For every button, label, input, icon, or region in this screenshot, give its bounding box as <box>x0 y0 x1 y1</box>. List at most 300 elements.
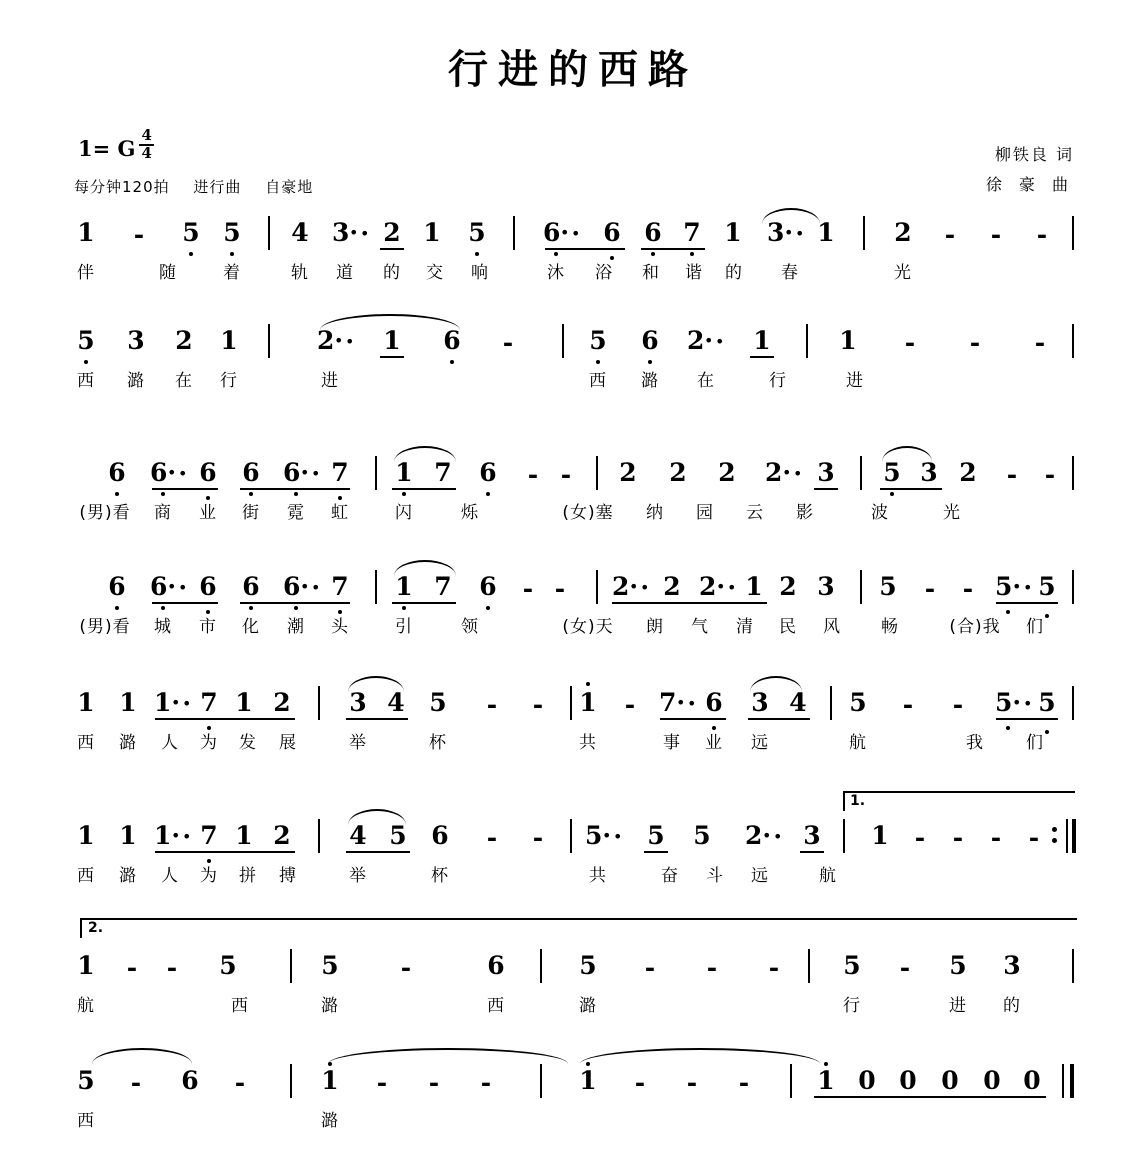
beam <box>392 488 456 490</box>
note: 2· · <box>612 574 638 599</box>
lyric: 园 <box>696 503 714 523</box>
note-row <box>0 320 1146 366</box>
barline <box>1072 949 1074 983</box>
note: 4 <box>387 688 405 717</box>
note: 0 <box>858 1066 876 1095</box>
barline <box>375 570 377 604</box>
lyric: 市 <box>199 617 217 637</box>
octave-dot <box>294 492 298 496</box>
note: 4 <box>349 821 367 850</box>
lyric: 头 <box>331 617 349 637</box>
lyric: 波 <box>871 503 889 523</box>
barline <box>1072 456 1074 490</box>
note-dash: - <box>130 1068 142 1097</box>
barline <box>513 216 515 250</box>
note: 4 <box>291 218 309 247</box>
lyric: 西 <box>231 996 249 1016</box>
note: 6· · <box>283 574 309 599</box>
note-row <box>0 452 1146 498</box>
note-dash: - <box>560 460 572 489</box>
octave-dot <box>651 252 655 256</box>
lyric: 光 <box>943 503 961 523</box>
note-dash: - <box>480 1068 492 1097</box>
note-dash: - <box>400 953 412 982</box>
lyric: 进 <box>846 371 864 391</box>
lyric: 的 <box>1003 996 1021 1016</box>
lyric: 气 <box>691 617 709 637</box>
barline <box>570 819 572 853</box>
lyric: 西 <box>77 733 95 753</box>
note: 2 <box>663 572 681 601</box>
lyric: 交 <box>426 263 444 283</box>
note: 6 <box>431 821 449 850</box>
note-dash: - <box>1028 823 1040 852</box>
lyric: 潞 <box>641 371 659 391</box>
note: 6 <box>479 572 497 601</box>
lyric: 拼 <box>239 866 257 886</box>
barline <box>1072 570 1074 604</box>
lyric: 云 <box>746 503 764 523</box>
key-signature-text: 1= G <box>78 136 136 162</box>
note-dash: - <box>952 690 964 719</box>
note: 5 <box>321 951 339 980</box>
music-system-1 <box>0 212 1146 308</box>
page-title: 行进的西路 <box>448 46 698 93</box>
tempo-bpm: 每分钟120拍 <box>74 178 170 196</box>
barline <box>806 324 808 358</box>
note: 3 <box>817 458 835 487</box>
barline <box>830 686 832 720</box>
lyric-row <box>0 612 1146 646</box>
note: 2· · <box>687 328 713 353</box>
time-signature-denominator: 4 <box>141 143 152 162</box>
note-dash: - <box>234 1068 246 1097</box>
lyric: 西 <box>487 996 505 1016</box>
music-system-7 <box>0 920 1146 1041</box>
note: 5 <box>843 951 861 980</box>
tie <box>580 1048 820 1064</box>
note-dash: - <box>486 823 498 852</box>
octave-dot <box>648 360 652 364</box>
note-row <box>0 566 1146 612</box>
note: 6 <box>242 458 260 487</box>
lyric: 影 <box>796 503 814 523</box>
note: 2 <box>619 458 637 487</box>
beam <box>155 851 295 853</box>
note: 2 <box>779 572 797 601</box>
note-dash: - <box>502 328 514 357</box>
beam <box>392 602 456 604</box>
note-dash: - <box>527 460 539 489</box>
note-dash: - <box>969 328 981 357</box>
barline <box>268 216 270 250</box>
note-row <box>0 682 1146 728</box>
barline <box>596 570 598 604</box>
lyric: 业 <box>199 503 217 523</box>
note: 7 <box>434 458 452 487</box>
note: 2 <box>669 458 687 487</box>
note: 5 <box>429 688 447 717</box>
beam <box>380 248 404 250</box>
note: 1 <box>395 572 413 601</box>
beam <box>748 718 810 720</box>
note-dash: - <box>899 953 911 982</box>
beam <box>155 718 295 720</box>
note-dash: - <box>644 953 656 982</box>
lyric: 远 <box>751 733 769 753</box>
time-signature <box>139 128 153 162</box>
note: 2 <box>959 458 977 487</box>
octave-dot <box>890 492 894 496</box>
note: 6· · <box>150 460 176 485</box>
octave-dot <box>450 360 454 364</box>
second-ending-label: 2. <box>88 920 104 936</box>
lyric: 远 <box>751 866 769 886</box>
note-dash: - <box>990 220 1002 249</box>
note: 3 <box>349 688 367 717</box>
note: 2 <box>718 458 736 487</box>
note-dash: - <box>1034 328 1046 357</box>
note: 5· · <box>995 690 1021 715</box>
note: 6 <box>108 572 126 601</box>
octave-dot <box>249 606 253 610</box>
lyric: (女)塞 <box>562 503 614 523</box>
lyric: 人 <box>161 866 179 886</box>
note: 6 <box>181 1066 199 1095</box>
lyric: 的 <box>725 263 743 283</box>
note: 5 <box>182 218 200 247</box>
beam <box>641 248 705 250</box>
note: 7· · <box>659 690 685 715</box>
octave-dot <box>84 360 88 364</box>
lyric: 杯 <box>431 866 449 886</box>
beam <box>996 718 1058 720</box>
note: 6 <box>443 326 461 355</box>
barline <box>290 949 292 983</box>
note: 7 <box>331 458 349 487</box>
lyric: 进 <box>321 371 339 391</box>
music-system-6 <box>0 793 1146 911</box>
note: 2 <box>273 821 291 850</box>
lyric: 春 <box>781 263 799 283</box>
octave-dot <box>475 252 479 256</box>
note: 1 <box>817 218 835 247</box>
note-dash: - <box>1044 460 1056 489</box>
lyric: 西 <box>77 866 95 886</box>
music-system-4 <box>0 566 1146 662</box>
note: 7 <box>331 572 349 601</box>
octave-dot <box>230 252 234 256</box>
lyric-row <box>0 861 1146 895</box>
lyric-row <box>0 1106 1146 1140</box>
note-dash: - <box>738 1068 750 1097</box>
barline <box>570 686 572 720</box>
lyric: 沐 <box>547 263 565 283</box>
octave-dot <box>161 492 165 496</box>
music-system-5 <box>0 682 1146 778</box>
note: 6 <box>641 326 659 355</box>
lyric: 虹 <box>331 503 349 523</box>
lyric: 举 <box>349 733 367 753</box>
first-ending-label: 1. <box>850 793 866 809</box>
note: 5 <box>468 218 486 247</box>
credits <box>986 140 1074 200</box>
barline <box>860 570 862 604</box>
beam <box>750 356 774 358</box>
note: 6 <box>487 951 505 980</box>
note-dash: - <box>126 953 138 982</box>
note: 5 <box>219 951 237 980</box>
barline <box>843 819 845 853</box>
lyric: 伴 <box>77 263 95 283</box>
lyric: 们 <box>1026 733 1044 753</box>
note-dash: - <box>952 823 964 852</box>
note-dash: - <box>686 1068 698 1097</box>
lyric: 街 <box>242 503 260 523</box>
lyric: 畅 <box>881 617 899 637</box>
note-dash: - <box>768 953 780 982</box>
note: 1 <box>839 326 857 355</box>
final-barline <box>1072 819 1076 853</box>
note: 3 <box>920 458 938 487</box>
note: 3 <box>751 688 769 717</box>
lyric: (男)看 <box>79 617 131 637</box>
note: 1 <box>395 458 413 487</box>
note: 1 <box>235 821 253 850</box>
note: 1 <box>235 688 253 717</box>
time-signature-numerator: 4 <box>141 126 152 144</box>
lyric: 搏 <box>279 866 297 886</box>
note: 1 <box>871 821 889 850</box>
note: 3 <box>817 572 835 601</box>
lyric: 烁 <box>461 503 479 523</box>
note: 1 <box>724 218 742 247</box>
note-row <box>0 212 1146 258</box>
note: 2 <box>894 218 912 247</box>
note-dash: - <box>1006 460 1018 489</box>
lyric: 行 <box>769 371 787 391</box>
barline <box>540 949 542 983</box>
note: 2· · <box>699 574 725 599</box>
first-ending-bracket <box>843 791 1075 811</box>
note: 5 <box>849 688 867 717</box>
barline <box>1072 324 1074 358</box>
note-dash: - <box>133 220 145 249</box>
lyric: (合)我 <box>949 617 1001 637</box>
barline <box>596 456 598 490</box>
note: 3· · <box>767 220 793 245</box>
note: 1 <box>745 572 763 601</box>
note: 7 <box>434 572 452 601</box>
beam <box>612 602 767 604</box>
composer: 徐 豪 曲 <box>985 175 1074 194</box>
note: 6 <box>199 458 217 487</box>
lyric: 轨 <box>291 263 309 283</box>
note: 3· · <box>332 220 358 245</box>
lyric-row <box>0 991 1146 1025</box>
beam <box>346 718 408 720</box>
note: 2· · <box>745 823 771 848</box>
note: 2 <box>273 688 291 717</box>
lyric: 斗 <box>706 866 724 886</box>
lyric: (女)天 <box>562 617 614 637</box>
beam <box>660 718 726 720</box>
lyric: 潞 <box>119 733 137 753</box>
note: 1 <box>579 1066 597 1095</box>
beam <box>240 602 350 604</box>
note: 4 <box>789 688 807 717</box>
note: 5 <box>389 821 407 850</box>
note: 1 <box>321 1066 339 1095</box>
note: 5 <box>883 458 901 487</box>
lyric: 展 <box>279 733 297 753</box>
lyric: 航 <box>849 733 867 753</box>
lyric: 进 <box>949 996 967 1016</box>
note: 5 <box>1038 688 1056 717</box>
note-dash: - <box>532 823 544 852</box>
lyric-row <box>0 366 1146 400</box>
octave-dot <box>402 606 406 610</box>
note: 2 <box>175 326 193 355</box>
octave-dot <box>189 252 193 256</box>
note: 6 <box>603 218 621 247</box>
octave-dot <box>824 1062 828 1066</box>
note-dash: - <box>962 574 974 603</box>
lyric-row <box>0 258 1146 292</box>
tie <box>92 1048 192 1064</box>
lyric: 引 <box>395 617 413 637</box>
lyric: 西 <box>77 371 95 391</box>
octave-dot <box>554 252 558 256</box>
lyric: 我 <box>966 733 984 753</box>
beam <box>240 488 350 490</box>
note: 6 <box>108 458 126 487</box>
note-dash: - <box>706 953 718 982</box>
note: 7 <box>683 218 701 247</box>
note: 1· · <box>154 823 180 848</box>
lyric: 商 <box>154 503 172 523</box>
note-dash: - <box>924 574 936 603</box>
note: 1 <box>77 821 95 850</box>
barline <box>318 686 320 720</box>
octave-dot <box>402 492 406 496</box>
beam <box>380 356 404 358</box>
beam <box>152 602 218 604</box>
note-dash: - <box>554 574 566 603</box>
lyric: 清 <box>736 617 754 637</box>
note-dash: - <box>902 690 914 719</box>
note: 5 <box>693 821 711 850</box>
barline <box>1072 216 1074 250</box>
note: 6 <box>242 572 260 601</box>
note: 1 <box>423 218 441 247</box>
lyric-row <box>0 498 1146 532</box>
note: 1 <box>220 326 238 355</box>
note: 1 <box>77 218 95 247</box>
lyric: 行 <box>843 996 861 1016</box>
note: 2· · <box>317 328 343 353</box>
note: 3 <box>1003 951 1021 980</box>
barline <box>808 949 810 983</box>
barline <box>1072 686 1074 720</box>
beam <box>880 488 942 490</box>
lyric: 业 <box>705 733 723 753</box>
beam <box>152 488 218 490</box>
tempo-marking <box>74 176 331 197</box>
octave-dot <box>294 606 298 610</box>
note: 1 <box>119 821 137 850</box>
barline <box>562 324 564 358</box>
lyric: 化 <box>242 617 260 637</box>
octave-dot <box>161 606 165 610</box>
lyric: 光 <box>894 263 912 283</box>
note: 6· · <box>283 460 309 485</box>
note-row <box>0 1060 1146 1106</box>
lyric: 随 <box>159 263 177 283</box>
octave-dot <box>690 252 694 256</box>
note: 0 <box>1023 1066 1041 1095</box>
barline <box>1066 819 1068 853</box>
lyric: 朗 <box>646 617 664 637</box>
final-barline <box>1070 1064 1074 1098</box>
music-system-8 <box>0 1060 1146 1156</box>
note: 7 <box>200 688 218 717</box>
lyric: 道 <box>336 263 354 283</box>
note: 6· · <box>543 220 569 245</box>
note: 5 <box>77 1066 95 1095</box>
note: 2· · <box>765 460 791 485</box>
note-dash: - <box>532 690 544 719</box>
note-dash: - <box>166 953 178 982</box>
lyric: 西 <box>77 1111 95 1131</box>
note-row <box>0 815 1146 861</box>
note: 6 <box>199 572 217 601</box>
note: 0 <box>983 1066 1001 1095</box>
note: 1 <box>817 1066 835 1095</box>
lyric: 城 <box>154 617 172 637</box>
lyric: 响 <box>471 263 489 283</box>
note-dash: - <box>1036 220 1048 249</box>
note: 1· · <box>154 690 180 715</box>
note: 3 <box>803 821 821 850</box>
barline <box>540 1064 542 1098</box>
beam <box>644 851 668 853</box>
octave-dot <box>586 682 590 686</box>
music-system-3 <box>0 452 1146 548</box>
note: 5· · <box>995 574 1021 599</box>
lyric: 和 <box>642 263 660 283</box>
lyric: 潞 <box>321 996 339 1016</box>
lyric: 发 <box>239 733 257 753</box>
note-dash: - <box>522 574 534 603</box>
note: 1 <box>753 326 771 355</box>
beam <box>814 1096 1046 1098</box>
beam <box>996 602 1058 604</box>
note: 6 <box>479 458 497 487</box>
note: 0 <box>899 1066 917 1095</box>
lyric: (男)看 <box>79 503 131 523</box>
note: 6 <box>705 688 723 717</box>
lyric: 航 <box>77 996 95 1016</box>
tempo-style: 进行曲 <box>193 178 242 196</box>
octave-dot <box>328 1062 332 1066</box>
lyric-row <box>0 728 1146 762</box>
barline <box>268 324 270 358</box>
note-dash: - <box>914 823 926 852</box>
note-dash: - <box>376 1068 388 1097</box>
beam <box>800 851 824 853</box>
barline <box>863 216 865 250</box>
